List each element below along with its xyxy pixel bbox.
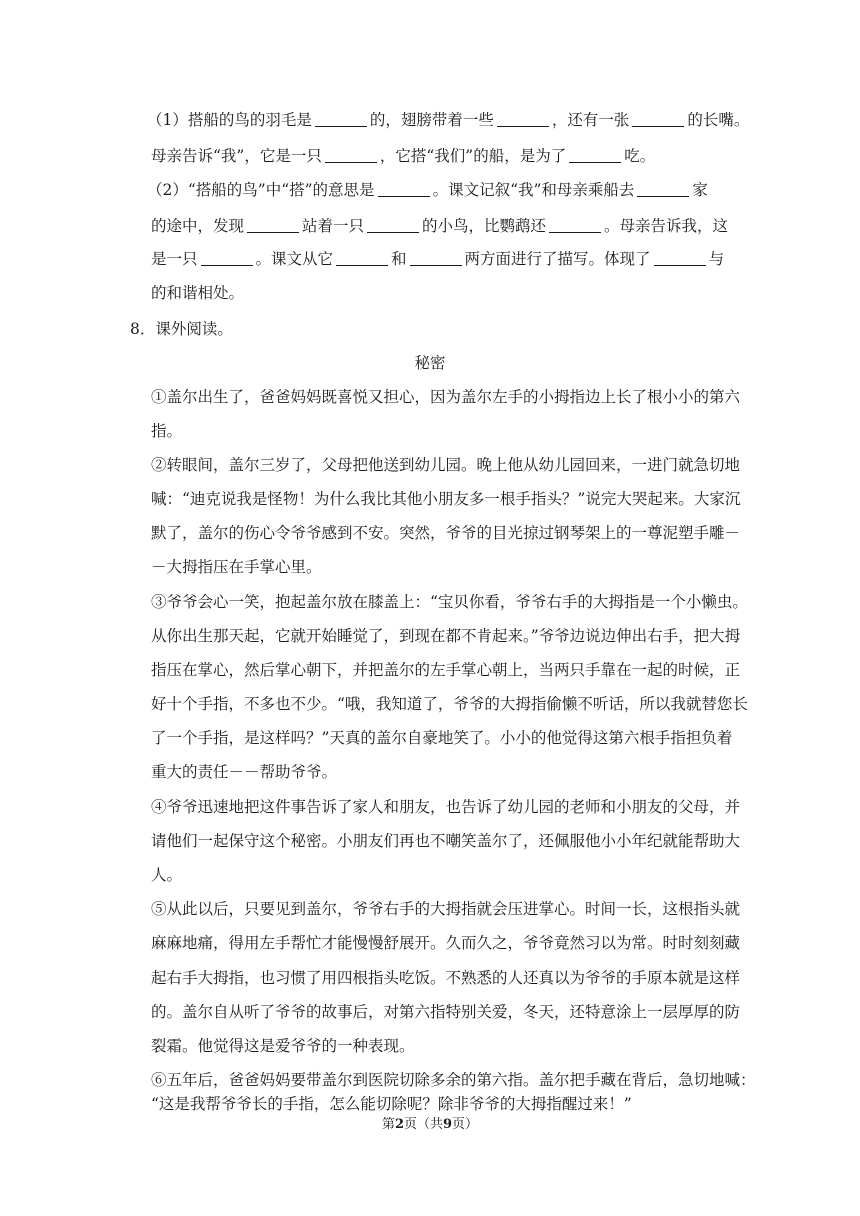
passage-line: 默了，盖尔的伤心令爷爷感到不安。突然，爷爷的目光掠过钢琴架上的一尊泥塑手雕－ xyxy=(151,524,741,542)
text-segment: ，还有一张 xyxy=(551,111,630,129)
passage-line: 请他们一起保守这个秘密。小朋友们再也不嘲笑盖尔了，还佩服他小小年纪就能帮助大 xyxy=(151,832,741,850)
text-segment: 母亲告诉“我”，它是一只 xyxy=(151,147,322,165)
text-segment: 和 xyxy=(391,250,407,268)
answer-blank[interactable] xyxy=(632,111,684,127)
passage-line: ⑤从此以后，只要见到盖尔，爷爷右手的大拇指就会压进掌心。时间一长，这根指头就 xyxy=(151,900,741,918)
passage-line: ①盖尔出生了，爸爸妈妈既喜悦又担心，因为盖尔左手的小拇指边上长了根小小的第六 xyxy=(151,388,741,406)
answer-blank[interactable] xyxy=(654,250,706,266)
answer-blank[interactable] xyxy=(497,111,549,127)
passage-title: 秘密 xyxy=(414,354,446,372)
text-segment: 站着一只 xyxy=(302,217,365,235)
answer-blank[interactable] xyxy=(410,250,462,266)
q7-part2-line-1 xyxy=(147,179,708,201)
answer-blank[interactable] xyxy=(315,111,367,127)
passage-line: 的。盖尔自从听了爷爷的故事后，对第六指特别关爱，冬天，还特意涂上一层厚厚的防 xyxy=(151,1003,741,1021)
text-segment: 。母亲告诉我，这 xyxy=(604,217,729,235)
passage-line: “这是我帮爷爷长的手指，怎么能切除呢？除非爷爷的大拇指醒过来！” xyxy=(151,1095,632,1113)
text-segment: 吃。 xyxy=(624,147,656,165)
total-page-number: 9 xyxy=(443,1117,453,1132)
page-footer xyxy=(0,1113,860,1132)
q7-part1-line-1 xyxy=(147,109,749,131)
passage-line: 好十个手指，不多也不少。“哦，我知道了，爷爷的大拇指偷懒不听话，所以我就替您长 xyxy=(151,695,748,713)
answer-blank[interactable] xyxy=(325,147,377,163)
text-segment: 的长嘴。 xyxy=(687,111,750,129)
passage-line: 从你出生那天起，它就开始睡觉了，到现在都不肯起来。”爷爷边说边伸出右手，把大拇 xyxy=(151,627,741,645)
footer-text: 页（共 xyxy=(403,1117,443,1132)
answer-blank[interactable] xyxy=(378,181,430,197)
text-segment: 的和谐相处。 xyxy=(151,284,245,302)
q7-part1-line-2 xyxy=(151,145,655,167)
answer-blank[interactable] xyxy=(201,250,253,266)
text-segment: 的途中，发现 xyxy=(151,217,245,235)
passage-line: 重大的责任－－帮助爷爷。 xyxy=(151,763,338,781)
passage-line: ②转眼间，盖尔三岁了，父母把他送到幼儿园。晚上他从幼儿园回来，一进门就急切地 xyxy=(151,456,741,474)
answer-blank[interactable] xyxy=(367,217,419,233)
text-segment: （2）“搭船的鸟”中“搭”的意思是 xyxy=(147,181,375,199)
answer-blank[interactable] xyxy=(569,147,621,163)
text-segment: 。课文记叙“我”和母亲乘船去 xyxy=(432,181,635,199)
answer-blank[interactable] xyxy=(549,217,601,233)
text-segment: （1）搭船的鸟的羽毛是 xyxy=(147,111,312,129)
current-page-number: 2 xyxy=(394,1117,404,1132)
passage-line: 指压在掌心，然后掌心朝下，并把盖尔的左手掌心朝上，当两只手靠在一起的时候，正 xyxy=(151,661,741,679)
text-segment: 是一只 xyxy=(151,250,198,268)
passage-line: ⑥五年后，爸爸妈妈要带盖尔到医院切除多余的第六指。盖尔把手藏在背后，急切地喊： xyxy=(151,1071,756,1089)
answer-blank[interactable] xyxy=(247,217,299,233)
passage-line: ④爷爷迅速地把这件事告诉了家人和朋友，也告诉了幼儿园的老师和小朋友的父母，并 xyxy=(151,798,741,816)
text-segment: 。课文从它 xyxy=(255,250,334,268)
q8-label: 8．课外阅读。 xyxy=(130,320,233,338)
q7-part2-line-2 xyxy=(151,215,728,237)
text-segment: 两方面进行了描写。体现了 xyxy=(464,250,651,268)
passage-line: 喊：“迪克说我是怪物！为什么我比其他小朋友多一根手指头？”说完大哭起来。大家沉 xyxy=(151,490,741,508)
footer-text: 第 xyxy=(381,1117,395,1132)
passage-line: 起右手大拇指，也习惯了用四根指头吃饭。不熟悉的人还真以为爷爷的手原本就是这样 xyxy=(151,969,741,987)
passage-line: －大拇指压在手掌心里。 xyxy=(151,558,322,576)
answer-blank[interactable] xyxy=(637,181,689,197)
text-segment: 家 xyxy=(692,181,708,199)
text-segment: 的小鸟，比鹦鹉还 xyxy=(422,217,547,235)
passage-line: 人。 xyxy=(151,866,183,884)
passage-line: ③爷爷会心一笑，抱起盖尔放在膝盖上：“宝贝你看，爷爷右手的大拇指是一个小懒虫。 xyxy=(151,593,748,611)
passage-line: 了一个手指，是这样吗？”天真的盖尔自豪地笑了。小小的他觉得这第六根手指担负着 xyxy=(151,729,733,747)
answer-blank[interactable] xyxy=(336,250,388,266)
passage-line: 指。 xyxy=(151,422,183,440)
q7-part2-line-3 xyxy=(151,248,724,270)
passage-line: 麻麻地痛，得用左手帮忙才能慢慢舒展开。久而久之，爷爷竟然习以为常。时时刻刻藏 xyxy=(151,934,741,952)
passage-line: 裂霜。他觉得这是爱爷爷的一种表现。 xyxy=(151,1037,415,1055)
footer-text: 页） xyxy=(452,1117,479,1132)
text-segment: ，它搭“我们”的船，是为了 xyxy=(379,147,567,165)
q7-part2-line-4 xyxy=(151,282,244,304)
text-segment: 与 xyxy=(708,250,725,268)
text-segment: 的，翅膀带着一些 xyxy=(369,111,494,129)
